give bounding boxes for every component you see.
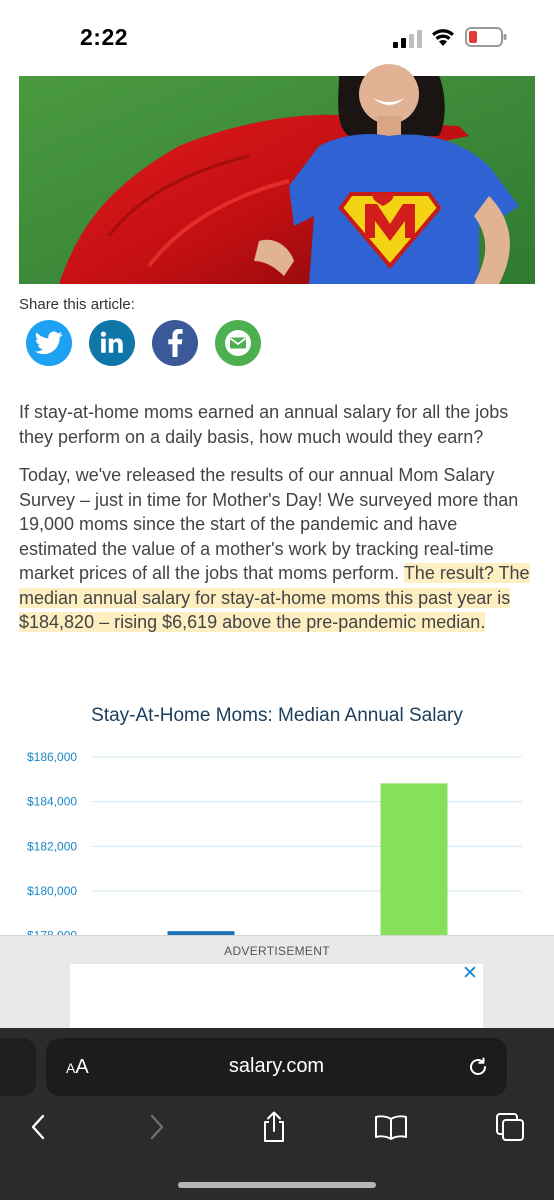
salary-chart bbox=[0, 740, 554, 935]
email-icon[interactable] bbox=[215, 320, 261, 366]
reader-settings-button[interactable]: AA bbox=[66, 1056, 89, 1078]
advertisement-area bbox=[0, 935, 554, 1035]
article-paragraph-2-text: Today, we've released the results of our annual Mom Salary Survey – just in time for Mother's Day! We surveyed more than 19,000 moms since the start of the pandemic and have estimated the value of a mother's work by tracking real-time market prices of all the jobs that moms perform. bbox=[19, 465, 519, 583]
bar-1 bbox=[381, 783, 448, 935]
chevron-left-icon bbox=[30, 1114, 46, 1140]
reload-icon[interactable] bbox=[466, 1055, 490, 1079]
chart-svg bbox=[0, 740, 554, 935]
status-time: 2:22 bbox=[80, 24, 129, 50]
share-icons bbox=[26, 320, 261, 366]
back-button[interactable] bbox=[21, 1110, 55, 1144]
advertisement-banner[interactable] bbox=[70, 964, 483, 1036]
bookmarks-button[interactable] bbox=[374, 1110, 408, 1144]
y-tick-label: $182,000 bbox=[27, 839, 78, 854]
hero-image bbox=[19, 76, 535, 284]
article-paragraph-2 bbox=[19, 463, 535, 635]
y-tick-label: $186,000 bbox=[27, 750, 78, 764]
wifi-icon bbox=[430, 26, 456, 48]
status-bar bbox=[0, 0, 554, 76]
share-sheet-icon bbox=[260, 1111, 288, 1143]
facebook-icon[interactable] bbox=[152, 320, 198, 366]
highlighted-result: The result? The median annual salary for stay-at-home moms this past year is $184,820 – rising $6,619 above the pre-pandemic median. bbox=[19, 563, 530, 632]
chart-title: Stay-At-Home Moms: Median Annual Salary bbox=[91, 705, 463, 726]
y-tick-label: $180,000 bbox=[27, 884, 78, 898]
share-label: Share this article: bbox=[19, 296, 135, 313]
chevron-right-icon bbox=[149, 1114, 165, 1140]
tabs-button[interactable] bbox=[493, 1110, 527, 1144]
address-bar[interactable] bbox=[46, 1038, 507, 1096]
home-indicator bbox=[178, 1182, 376, 1188]
share-button[interactable] bbox=[257, 1110, 291, 1144]
book-icon bbox=[374, 1114, 408, 1140]
previous-tab-preview[interactable] bbox=[0, 1038, 36, 1096]
cellular-signal-icon bbox=[393, 30, 423, 48]
article-paragraph-1: If stay-at-home moms earned an annual salary for all the jobs they perform on a daily basis, how much would they earn? bbox=[19, 402, 509, 447]
twitter-icon[interactable] bbox=[26, 320, 72, 366]
ad-close-icon[interactable]: ✕ bbox=[462, 963, 478, 984]
article-body bbox=[19, 400, 535, 649]
tabs-icon bbox=[495, 1112, 525, 1142]
advertisement-label: ADVERTISEMENT bbox=[224, 944, 330, 958]
battery-icon bbox=[465, 26, 507, 48]
browser-chrome bbox=[0, 1028, 554, 1200]
y-tick-label: $184,000 bbox=[27, 794, 78, 809]
linkedin-icon[interactable] bbox=[89, 320, 135, 366]
address-url: salary.com bbox=[228, 1055, 325, 1077]
forward-button[interactable] bbox=[140, 1110, 174, 1144]
browser-toolbar bbox=[0, 1110, 554, 1150]
